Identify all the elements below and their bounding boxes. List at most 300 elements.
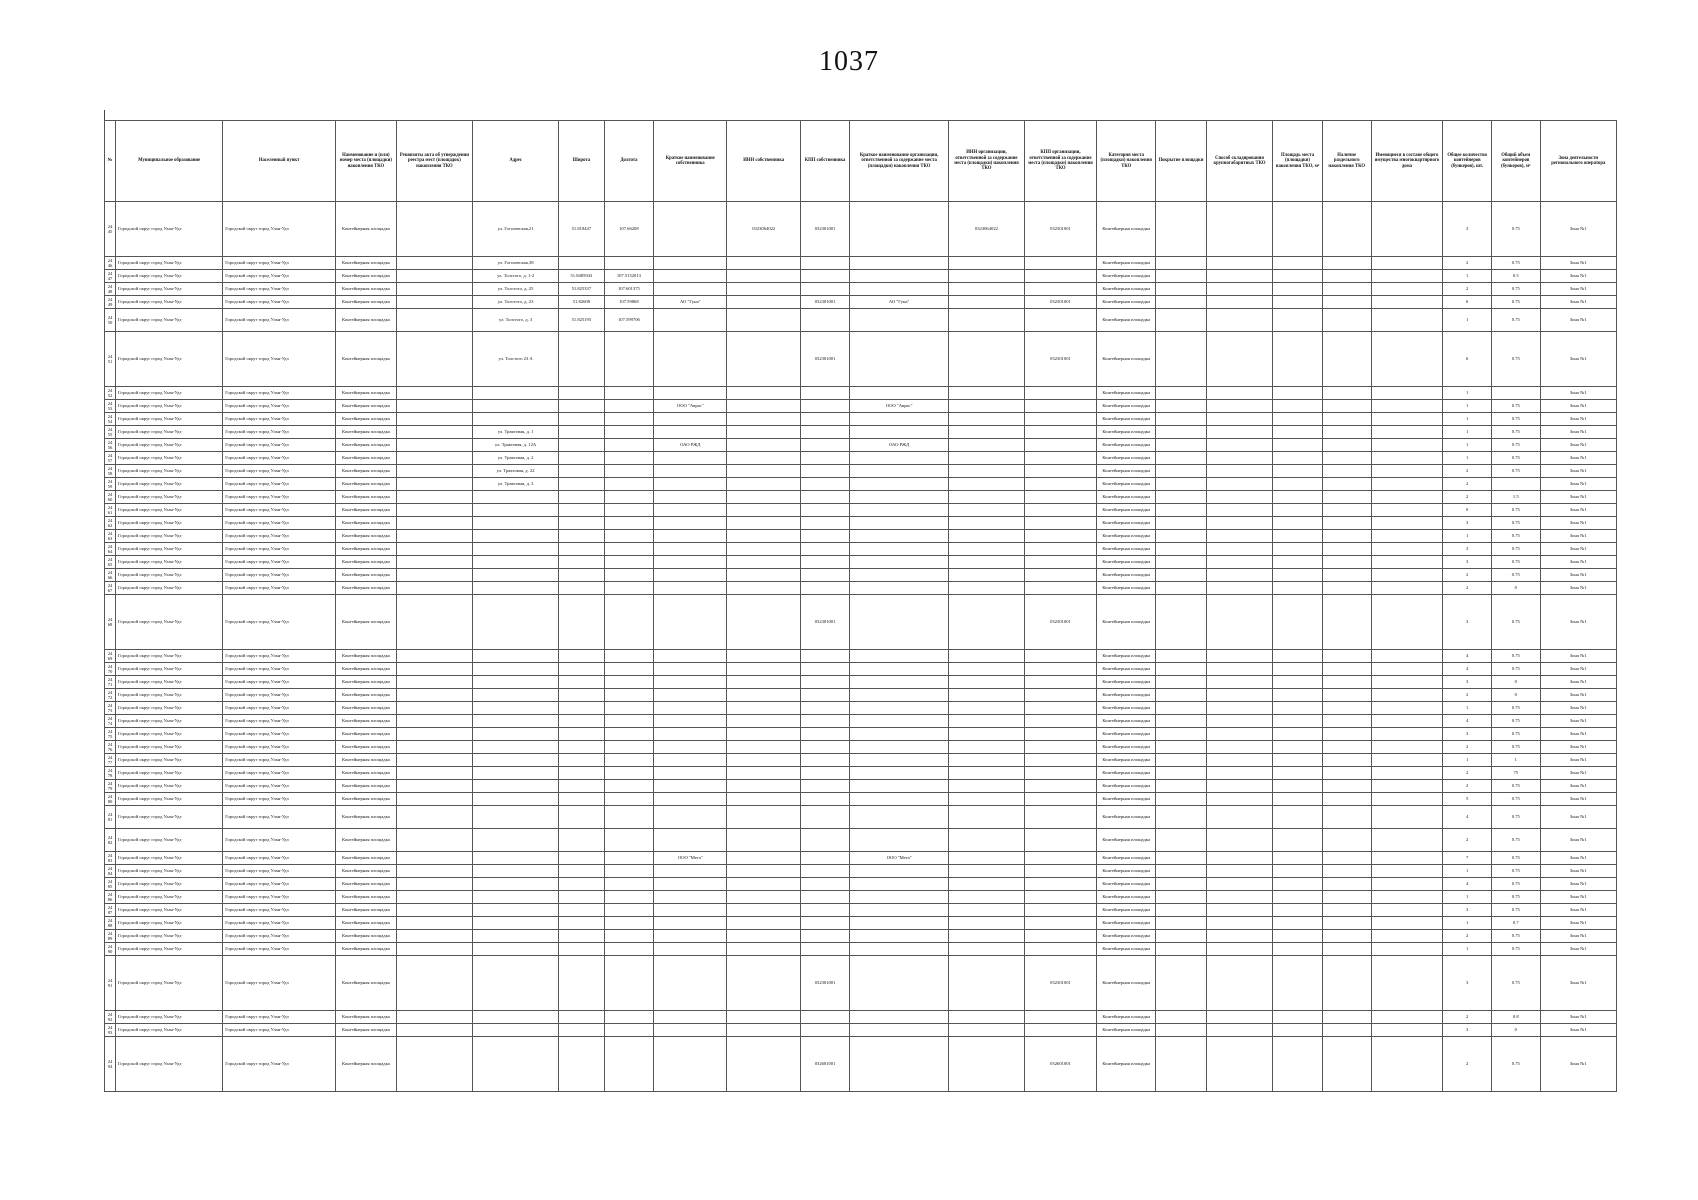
cell-inn [727,1037,801,1092]
cell-own [654,943,727,956]
cell-act [396,426,472,439]
cell-cnt: 7 [1443,852,1492,865]
cell-act [396,865,472,878]
cell-own [654,332,727,387]
cell-kgo [1206,309,1272,332]
cell-kpp [801,452,850,465]
cell-zone: Зона №1 [1540,1011,1616,1024]
cell-vol: 0.75 [1491,829,1540,852]
cell-zone: Зона №1 [1540,650,1616,663]
cell-cov [1156,956,1207,1011]
cell-oinn [949,676,1024,689]
cell-mkd [1371,1024,1443,1037]
cell-kpp [801,400,850,413]
cell-addr: ул. Толстого 23 А [473,332,559,387]
cell-area [1273,943,1323,956]
cell-sep [1322,332,1371,387]
cell-kpp [801,491,850,504]
cell-zone: Зона №1 [1540,517,1616,530]
table-row [105,517,1617,530]
cell-cat: Контейнерная площадка [1097,793,1156,806]
cell-kgo [1206,530,1272,543]
cell-np: Городской округ город Улан-Удэ [223,930,336,943]
cell-inn [727,517,801,530]
cell-okpp [1024,517,1097,530]
cell-cat: Контейнерная площадка [1097,715,1156,728]
cell-act [396,829,472,852]
cell-inn [727,1011,801,1024]
cell-zone: Зона №1 [1540,741,1616,754]
cell-lat [559,504,604,517]
cell-okpp [1024,930,1097,943]
cell-cov [1156,650,1207,663]
cell-sep [1322,270,1371,283]
cell-sep [1322,728,1371,741]
cell-name: Контейнерная площадка [335,917,396,930]
cell-okpp [1024,754,1097,767]
cell-lat [559,891,604,904]
cell-addr: ул. Толстого, д. 25 [473,283,559,296]
cell-cov [1156,270,1207,283]
cell-act [396,767,472,780]
cell-kpp [801,504,850,517]
cell-org [849,930,948,943]
cell-vol [1491,478,1540,491]
cell-addr [473,930,559,943]
cell-mkd [1371,917,1443,930]
cell-lat [559,754,604,767]
cell-kgo [1206,878,1272,891]
cell-vol: 0 [1491,582,1540,595]
cell-mo: Городской округ город Улан-Удэ [116,270,223,283]
cell-lat [559,452,604,465]
cell-sep [1322,663,1371,676]
cell-cov [1156,582,1207,595]
cell-mo: Городской округ город Улан-Удэ [116,309,223,332]
table-row [105,780,1617,793]
cell-kpp: 032301001 [801,296,850,309]
cell-own [654,530,727,543]
cell-mkd [1371,569,1443,582]
cell-cov [1156,865,1207,878]
cell-kgo [1206,595,1272,650]
cell-kgo [1206,829,1272,852]
cell-np: Городской округ город Улан-Удэ [223,728,336,741]
cell-area [1273,202,1323,257]
cell-org [849,426,948,439]
cell-name: Контейнерная площадка [335,741,396,754]
cell-lon [604,715,654,728]
cell-name: Контейнерная площадка [335,793,396,806]
cell-org [849,465,948,478]
cell-mo: Городской округ город Улан-Удэ [116,780,223,793]
cell-cnt: 1 [1443,309,1492,332]
table-row [105,296,1617,309]
cell-own [654,728,727,741]
cell-kpp [801,663,850,676]
cell-org [849,1024,948,1037]
cell-lon [604,956,654,1011]
cell-oinn [949,387,1024,400]
cell-np: Городской округ город Улан-Удэ [223,943,336,956]
cell-kgo [1206,1037,1272,1092]
cell-inn [727,930,801,943]
cell-kgo [1206,283,1272,296]
cell-n: 2478 [105,767,116,780]
cell-n: 2449 [105,296,116,309]
cell-vol: 0 [1491,689,1540,702]
column-header: Общее количество контейнеров (бункеров), шт. [1443,121,1492,202]
cell-oinn [949,439,1024,452]
cell-mo: Городской округ город Улан-Удэ [116,741,223,754]
cell-cov [1156,663,1207,676]
cell-kpp: 032301001 [801,202,850,257]
cell-cat: Контейнерная площадка [1097,400,1156,413]
cell-okpp [1024,530,1097,543]
cell-addr: ул. Гоголевская,21 [473,202,559,257]
cell-lon [604,556,654,569]
cell-oinn [949,530,1024,543]
cell-kpp [801,582,850,595]
cell-org [849,543,948,556]
cell-addr [473,715,559,728]
cell-sep [1322,650,1371,663]
cell-org: ОАО РЖД [849,439,948,452]
column-header: № [105,121,116,202]
cell-area [1273,439,1323,452]
cell-lon [604,413,654,426]
cell-oinn [949,852,1024,865]
cell-org [849,663,948,676]
cell-zone: Зона №1 [1540,728,1616,741]
cell-addr [473,852,559,865]
cell-mkd [1371,676,1443,689]
cell-addr [473,1037,559,1092]
cell-vol: 0.75 [1491,296,1540,309]
cell-mkd [1371,504,1443,517]
cell-addr [473,793,559,806]
cell-oinn [949,491,1024,504]
cell-vol: 0.75 [1491,452,1540,465]
cell-lon: 107.66208 [604,202,654,257]
cell-np: Городской округ город Улан-Удэ [223,689,336,702]
cell-zone: Зона №1 [1540,715,1616,728]
cell-lat [559,387,604,400]
cell-lon [604,930,654,943]
cell-inn [727,767,801,780]
cell-act [396,556,472,569]
cell-inn [727,491,801,504]
cell-vol: 0.75 [1491,556,1540,569]
cell-sep [1322,793,1371,806]
cell-okpp [1024,917,1097,930]
cell-np: Городской округ город Улан-Удэ [223,426,336,439]
cell-lat [559,728,604,741]
cell-org [849,504,948,517]
cell-mkd [1371,465,1443,478]
cell-oinn [949,943,1024,956]
cell-kpp [801,270,850,283]
cell-okpp [1024,852,1097,865]
cell-oinn [949,891,1024,904]
table-row [105,715,1617,728]
cell-np: Городской округ город Улан-Удэ [223,917,336,930]
cell-np: Городской округ город Улан-Удэ [223,556,336,569]
cell-cnt: 2 [1443,582,1492,595]
table-row [105,689,1617,702]
cell-cat: Контейнерная площадка [1097,767,1156,780]
cell-cnt: 4 [1443,806,1492,829]
cell-n: 2461 [105,504,116,517]
column-header: Краткое наименование собственника [654,121,727,202]
cell-own [654,1024,727,1037]
cell-name: Контейнерная площадка [335,582,396,595]
cell-kpp [801,1024,850,1037]
cell-np: Городской округ город Улан-Удэ [223,543,336,556]
cell-sep [1322,780,1371,793]
cell-act [396,582,472,595]
cell-kgo [1206,400,1272,413]
cell-kgo [1206,904,1272,917]
cell-okpp [1024,829,1097,852]
cell-oinn [949,517,1024,530]
cell-org [849,1011,948,1024]
cell-mkd [1371,663,1443,676]
cell-own [654,878,727,891]
cell-lat [559,715,604,728]
cell-oinn [949,663,1024,676]
cell-lon [604,663,654,676]
cell-org [849,413,948,426]
cell-name: Контейнерная площадка [335,452,396,465]
cell-n: 2446 [105,257,116,270]
cell-cov [1156,556,1207,569]
cell-lat [559,478,604,491]
cell-addr [473,780,559,793]
cell-zone: Зона №1 [1540,852,1616,865]
cell-mo: Городской округ город Улан-Удэ [116,956,223,1011]
cell-area [1273,1011,1323,1024]
cell-zone: Зона №1 [1540,891,1616,904]
cell-kpp [801,439,850,452]
cell-oinn [949,728,1024,741]
cell-own [654,491,727,504]
cell-addr [473,517,559,530]
cell-own [654,556,727,569]
cell-cov [1156,400,1207,413]
cell-mo: Городской округ город Улан-Удэ [116,465,223,478]
cell-mo: Городской округ город Улан-Удэ [116,917,223,930]
cell-oinn [949,650,1024,663]
cell-name: Контейнерная площадка [335,296,396,309]
cell-own [654,780,727,793]
cell-cnt: 1 [1443,917,1492,930]
cell-area [1273,741,1323,754]
cell-sep [1322,413,1371,426]
cell-area [1273,426,1323,439]
cell-zone: Зона №1 [1540,400,1616,413]
cell-mkd [1371,829,1443,852]
cell-cat: Контейнерная площадка [1097,663,1156,676]
cell-mkd [1371,767,1443,780]
cell-addr [473,556,559,569]
cell-cnt: 2 [1443,569,1492,582]
cell-cat: Контейнерная площадка [1097,930,1156,943]
cell-okpp [1024,1024,1097,1037]
cell-kgo [1206,943,1272,956]
header-row [105,121,1617,202]
table-row [105,793,1617,806]
cell-sep [1322,715,1371,728]
cell-cnt: 2 [1443,689,1492,702]
cell-cat: Контейнерная площадка [1097,689,1156,702]
cell-lon [604,332,654,387]
cell-cov [1156,741,1207,754]
cell-name: Контейнерная площадка [335,465,396,478]
cell-cov [1156,491,1207,504]
cell-vol: 0.75 [1491,439,1540,452]
cell-area [1273,543,1323,556]
cell-mo: Городской округ город Улан-Удэ [116,556,223,569]
cell-kpp [801,702,850,715]
cell-np: Городской округ город Улан-Удэ [223,676,336,689]
cell-n: 2452 [105,387,116,400]
cell-lat [559,569,604,582]
cell-inn [727,556,801,569]
table-row [105,943,1617,956]
cell-np: Городской округ город Улан-Удэ [223,491,336,504]
cell-lon [604,689,654,702]
cell-cat: Контейнерная площадка [1097,595,1156,650]
cell-cat: Контейнерная площадка [1097,852,1156,865]
cell-addr [473,491,559,504]
cell-okpp [1024,257,1097,270]
cell-cat: Контейнерная площадка [1097,465,1156,478]
cell-kgo [1206,891,1272,904]
cell-oinn [949,400,1024,413]
cell-cat: Контейнерная площадка [1097,1011,1156,1024]
column-header: Адрес [473,121,559,202]
registry-table-container [104,120,1617,1092]
cell-own [654,767,727,780]
cell-org [849,387,948,400]
cell-own [654,478,727,491]
cell-sep [1322,1037,1371,1092]
cell-mo: Городской округ город Улан-Удэ [116,728,223,741]
cell-n: 2487 [105,904,116,917]
cell-oinn [949,270,1024,283]
cell-name: Контейнерная площадка [335,595,396,650]
cell-lat [559,530,604,543]
cell-lon [604,728,654,741]
cell-org [849,829,948,852]
cell-lon [604,1011,654,1024]
cell-cov [1156,439,1207,452]
cell-n: 2484 [105,865,116,878]
cell-addr: ул. Трактовая, д. 3 [473,478,559,491]
cell-mkd [1371,650,1443,663]
cell-vol: 0 [1491,1024,1540,1037]
cell-kgo [1206,767,1272,780]
cell-own [654,1037,727,1092]
cell-act [396,956,472,1011]
cell-zone: Зона №1 [1540,917,1616,930]
cell-addr [473,754,559,767]
cell-vol: 0.75 [1491,852,1540,865]
cell-cnt: 3 [1443,202,1492,257]
cell-oinn [949,829,1024,852]
table-row [105,767,1617,780]
table-row [105,426,1617,439]
cell-n: 2480 [105,793,116,806]
cell-kpp [801,891,850,904]
cell-vol: 0.75 [1491,904,1540,917]
cell-mkd [1371,956,1443,1011]
cell-oinn [949,956,1024,1011]
cell-org [849,793,948,806]
cell-zone: Зона №1 [1540,504,1616,517]
cell-cnt: 1 [1443,891,1492,904]
cell-mkd [1371,439,1443,452]
cell-cat: Контейнерная площадка [1097,426,1156,439]
cell-np: Городской округ город Улан-Удэ [223,400,336,413]
cell-org [849,806,948,829]
cell-inn [727,309,801,332]
cell-mo: Городской округ город Улан-Удэ [116,878,223,891]
cell-area [1273,283,1323,296]
cell-np: Городской округ город Улан-Удэ [223,439,336,452]
cell-kgo [1206,650,1272,663]
cell-cov [1156,806,1207,829]
cell-act [396,650,472,663]
cell-mo: Городской округ город Улан-Удэ [116,793,223,806]
cell-act [396,943,472,956]
cell-lon [604,806,654,829]
cell-kpp [801,543,850,556]
cell-name: Контейнерная площадка [335,257,396,270]
cell-np: Городской округ город Улан-Удэ [223,257,336,270]
cell-n: 2456 [105,439,116,452]
cell-name: Контейнерная площадка [335,517,396,530]
cell-oinn [949,257,1024,270]
cell-cat: Контейнерная площадка [1097,504,1156,517]
cell-oinn [949,715,1024,728]
cell-n: 2473 [105,702,116,715]
cell-zone: Зона №1 [1540,1037,1616,1092]
cell-own: АО "Гуна" [654,296,727,309]
cell-lon [604,878,654,891]
cell-np: Городской округ город Улан-Удэ [223,741,336,754]
cell-zone: Зона №1 [1540,595,1616,650]
cell-kgo [1206,439,1272,452]
cell-np: Городской округ город Улан-Удэ [223,309,336,332]
cell-addr [473,904,559,917]
cell-zone: Зона №1 [1540,702,1616,715]
cell-sep [1322,257,1371,270]
cell-act [396,491,472,504]
cell-mkd [1371,517,1443,530]
cell-lon [604,478,654,491]
cell-inn [727,413,801,426]
cell-org [849,582,948,595]
cell-kgo [1206,543,1272,556]
cell-oinn [949,865,1024,878]
cell-mkd [1371,309,1443,332]
cell-cnt: 2 [1443,829,1492,852]
cell-name: Контейнерная площадка [335,439,396,452]
cell-mkd [1371,543,1443,556]
cell-vol: 0.75 [1491,530,1540,543]
